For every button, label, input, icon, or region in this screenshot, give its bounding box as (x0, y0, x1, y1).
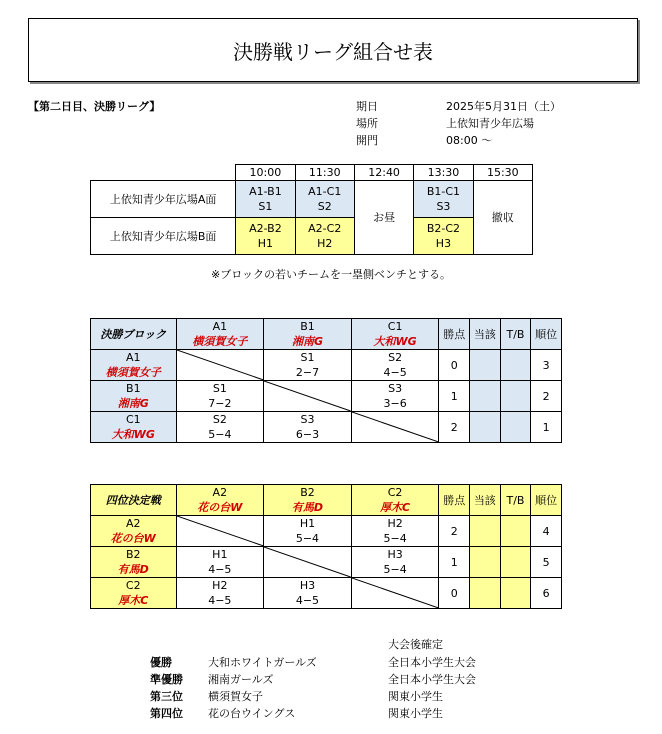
game-code: S3 (436, 200, 451, 213)
direct-cell (470, 516, 501, 547)
game-code: H1 (257, 237, 274, 250)
section-heading: 【第二日目、決勝リーグ】 (28, 100, 161, 113)
result-place-1: 優勝 (150, 656, 172, 669)
match-score: 5−4 (295, 532, 320, 545)
rank-cell: 3 (531, 350, 562, 381)
team-code: A1 (126, 351, 141, 364)
result-dest-2: 全日本小学生大会 (388, 673, 476, 686)
finals-row-b (91, 381, 177, 412)
game-teams: A2-C2 (308, 222, 342, 235)
tb-cell (500, 547, 531, 578)
game-teams: A1-C1 (308, 185, 342, 198)
match-cell (176, 578, 264, 609)
team-code: C1 (125, 413, 141, 426)
team-code: C2 (125, 579, 141, 592)
match-code: H1 (299, 517, 316, 530)
tb-cell (500, 578, 531, 609)
result-team-1: 大和ホワイトガールズ (208, 656, 317, 669)
points-cell: 0 (439, 350, 470, 381)
match-code: S1 (212, 382, 227, 395)
tb-cell (500, 350, 531, 381)
finals-col-tb: T/B (500, 319, 531, 350)
finals-col-b (264, 319, 352, 350)
result-dest-3: 関東小学生 (388, 690, 443, 703)
match-cell (176, 381, 264, 412)
points-cell: 2 (439, 516, 470, 547)
time-3: 12:40 (354, 165, 413, 181)
match-score: 5−4 (208, 428, 232, 441)
info-open-label: 開門 (356, 134, 378, 147)
finals-row-a (91, 350, 177, 381)
match-code: H3 (387, 548, 403, 561)
result-team-2: 湘南ガールズ (208, 673, 274, 686)
team-code: A2 (125, 517, 141, 530)
team-name: 湘南G (117, 397, 149, 410)
rank-cell: 2 (531, 381, 562, 412)
match-code: S3 (300, 413, 315, 426)
results-header: 大会後確定 (388, 638, 443, 651)
finals-col-a (176, 319, 264, 350)
schedule-corner (91, 165, 236, 181)
field-a-game-1 (236, 181, 295, 218)
fourth-row-c (91, 578, 177, 609)
team-name: 有馬D (117, 563, 149, 576)
points-cell: 1 (439, 381, 470, 412)
match-code: S2 (212, 413, 227, 426)
finals-col-points: 勝点 (439, 319, 470, 350)
match-cell (351, 547, 439, 578)
field-a-game-3 (414, 181, 473, 218)
match-code: H2 (387, 517, 403, 530)
match-cell (176, 412, 264, 443)
finals-col-c (351, 319, 439, 350)
fourth-col-c (351, 485, 439, 516)
fourth-col-b (264, 485, 352, 516)
time-4: 13:30 (414, 165, 473, 181)
team-name: 花の台W (110, 532, 156, 545)
team-name: 厚木C (380, 501, 411, 514)
match-score: 3−6 (383, 397, 407, 410)
direct-cell (470, 381, 501, 412)
fourth-col-points: 勝点 (439, 485, 470, 516)
time-2: 11:30 (295, 165, 354, 181)
result-place-4: 第四位 (150, 707, 183, 720)
result-team-4: 花の台ウイングス (208, 707, 296, 720)
result-place-3: 第三位 (150, 690, 183, 703)
diagonal-cell (351, 412, 439, 443)
field-b-game-1 (236, 218, 295, 255)
diagonal-cell (176, 350, 264, 381)
match-score: 2−7 (295, 366, 320, 379)
info-place-value: 上依知青少年広場 (446, 117, 534, 130)
match-cell (264, 412, 352, 443)
match-score: 4−5 (295, 594, 320, 607)
info-place-label: 場所 (356, 117, 378, 130)
rank-cell: 6 (531, 578, 562, 609)
team-code: C2 (387, 486, 403, 499)
match-code: H1 (212, 548, 228, 561)
match-code: H3 (299, 579, 316, 592)
game-teams: A2-B2 (249, 222, 282, 235)
team-code: A1 (212, 320, 228, 333)
rank-cell: 1 (531, 412, 562, 443)
match-score: 5−4 (383, 563, 407, 576)
team-code: C1 (387, 320, 403, 333)
info-open-value: 08:00 〜 (446, 134, 493, 147)
team-name: 大和WG (373, 335, 417, 348)
team-name: 厚木C (118, 594, 149, 607)
team-name: 湘南G (292, 335, 324, 348)
rank-cell: 4 (531, 516, 562, 547)
result-place-2: 準優勝 (150, 673, 183, 686)
match-cell (351, 350, 439, 381)
match-score: 7−2 (208, 397, 232, 410)
result-dest-1: 全日本小学生大会 (388, 656, 476, 669)
match-cell (264, 516, 352, 547)
match-code: S2 (388, 351, 403, 364)
finals-row-c (91, 412, 177, 443)
field-a-game-2 (295, 181, 354, 218)
fourth-row-a (91, 516, 177, 547)
team-code: A2 (212, 486, 228, 499)
tb-cell (500, 412, 531, 443)
game-teams: B2-C2 (426, 222, 461, 235)
schedule-table (90, 164, 533, 255)
tb-cell (500, 381, 531, 412)
info-date-label: 期日 (356, 100, 378, 113)
game-code: H2 (317, 237, 333, 250)
finals-table (90, 318, 562, 443)
match-cell (264, 578, 352, 609)
direct-cell (470, 350, 501, 381)
finals-col-rank: 順位 (531, 319, 562, 350)
direct-cell (470, 578, 501, 609)
match-cell (264, 350, 352, 381)
match-score: 4−5 (208, 563, 232, 576)
bench-note: ※ブロックの若いチームを一塁側ベンチとする。 (211, 268, 451, 281)
diagonal-cell (176, 516, 264, 547)
game-teams: A1-B1 (249, 185, 282, 198)
fourth-row-b (91, 547, 177, 578)
finals-corner: 決勝ブロック (91, 319, 177, 350)
team-name: 横須賀女子 (192, 335, 248, 348)
game-teams: B1-C1 (426, 185, 461, 198)
team-name: 有馬D (291, 501, 324, 514)
team-code: B1 (300, 320, 315, 333)
lunch-break: お昼 (354, 181, 413, 255)
finals-col-direct: 当該 (470, 319, 501, 350)
result-team-3: 横須賀女子 (208, 690, 263, 703)
diagonal-cell (264, 547, 352, 578)
result-dest-4: 関東小学生 (388, 707, 443, 720)
match-score: 6−3 (295, 428, 320, 441)
field-b-game-2 (295, 218, 354, 255)
withdraw: 撤収 (473, 181, 532, 255)
team-name: 横須賀女子 (105, 366, 161, 379)
team-name: 花の台W (197, 501, 243, 514)
match-cell (351, 381, 439, 412)
game-code: S1 (258, 200, 273, 213)
fourth-col-a (176, 485, 264, 516)
page-title (28, 18, 638, 82)
match-code: S1 (300, 351, 315, 364)
time-5: 15:30 (473, 165, 532, 181)
points-cell: 1 (439, 547, 470, 578)
field-b-name: 上依知青少年広場B面 (91, 218, 236, 255)
match-score: 4−5 (208, 594, 232, 607)
fourth-col-direct: 当該 (470, 485, 501, 516)
fourth-table (90, 484, 562, 609)
game-code: S2 (317, 200, 332, 213)
team-name: 大和WG (111, 428, 155, 441)
game-code: H3 (435, 237, 452, 250)
match-cell (351, 516, 439, 547)
field-a-name: 上依知青少年広場A面 (91, 181, 236, 218)
team-code: B2 (125, 548, 141, 561)
info-date-value: 2025年5月31日（土） (446, 100, 561, 113)
match-cell (176, 547, 264, 578)
direct-cell (470, 547, 501, 578)
field-b-game-3 (414, 218, 473, 255)
match-code: S3 (388, 382, 403, 395)
match-score: 5−4 (383, 532, 407, 545)
match-code: H2 (212, 579, 228, 592)
match-score: 4−5 (383, 366, 407, 379)
tb-cell (500, 516, 531, 547)
team-code: B1 (126, 382, 141, 395)
direct-cell (470, 412, 501, 443)
time-1: 10:00 (236, 165, 295, 181)
diagonal-cell (264, 381, 352, 412)
diagonal-cell (351, 578, 439, 609)
page-title-text: 決勝戦リーグ組合せ表 (233, 39, 433, 64)
rank-cell: 5 (531, 547, 562, 578)
team-code: B2 (300, 486, 315, 499)
fourth-col-rank: 順位 (531, 485, 562, 516)
points-cell: 2 (439, 412, 470, 443)
points-cell: 0 (439, 578, 470, 609)
fourth-col-tb: T/B (500, 485, 531, 516)
fourth-corner: 四位決定戦 (91, 485, 177, 516)
